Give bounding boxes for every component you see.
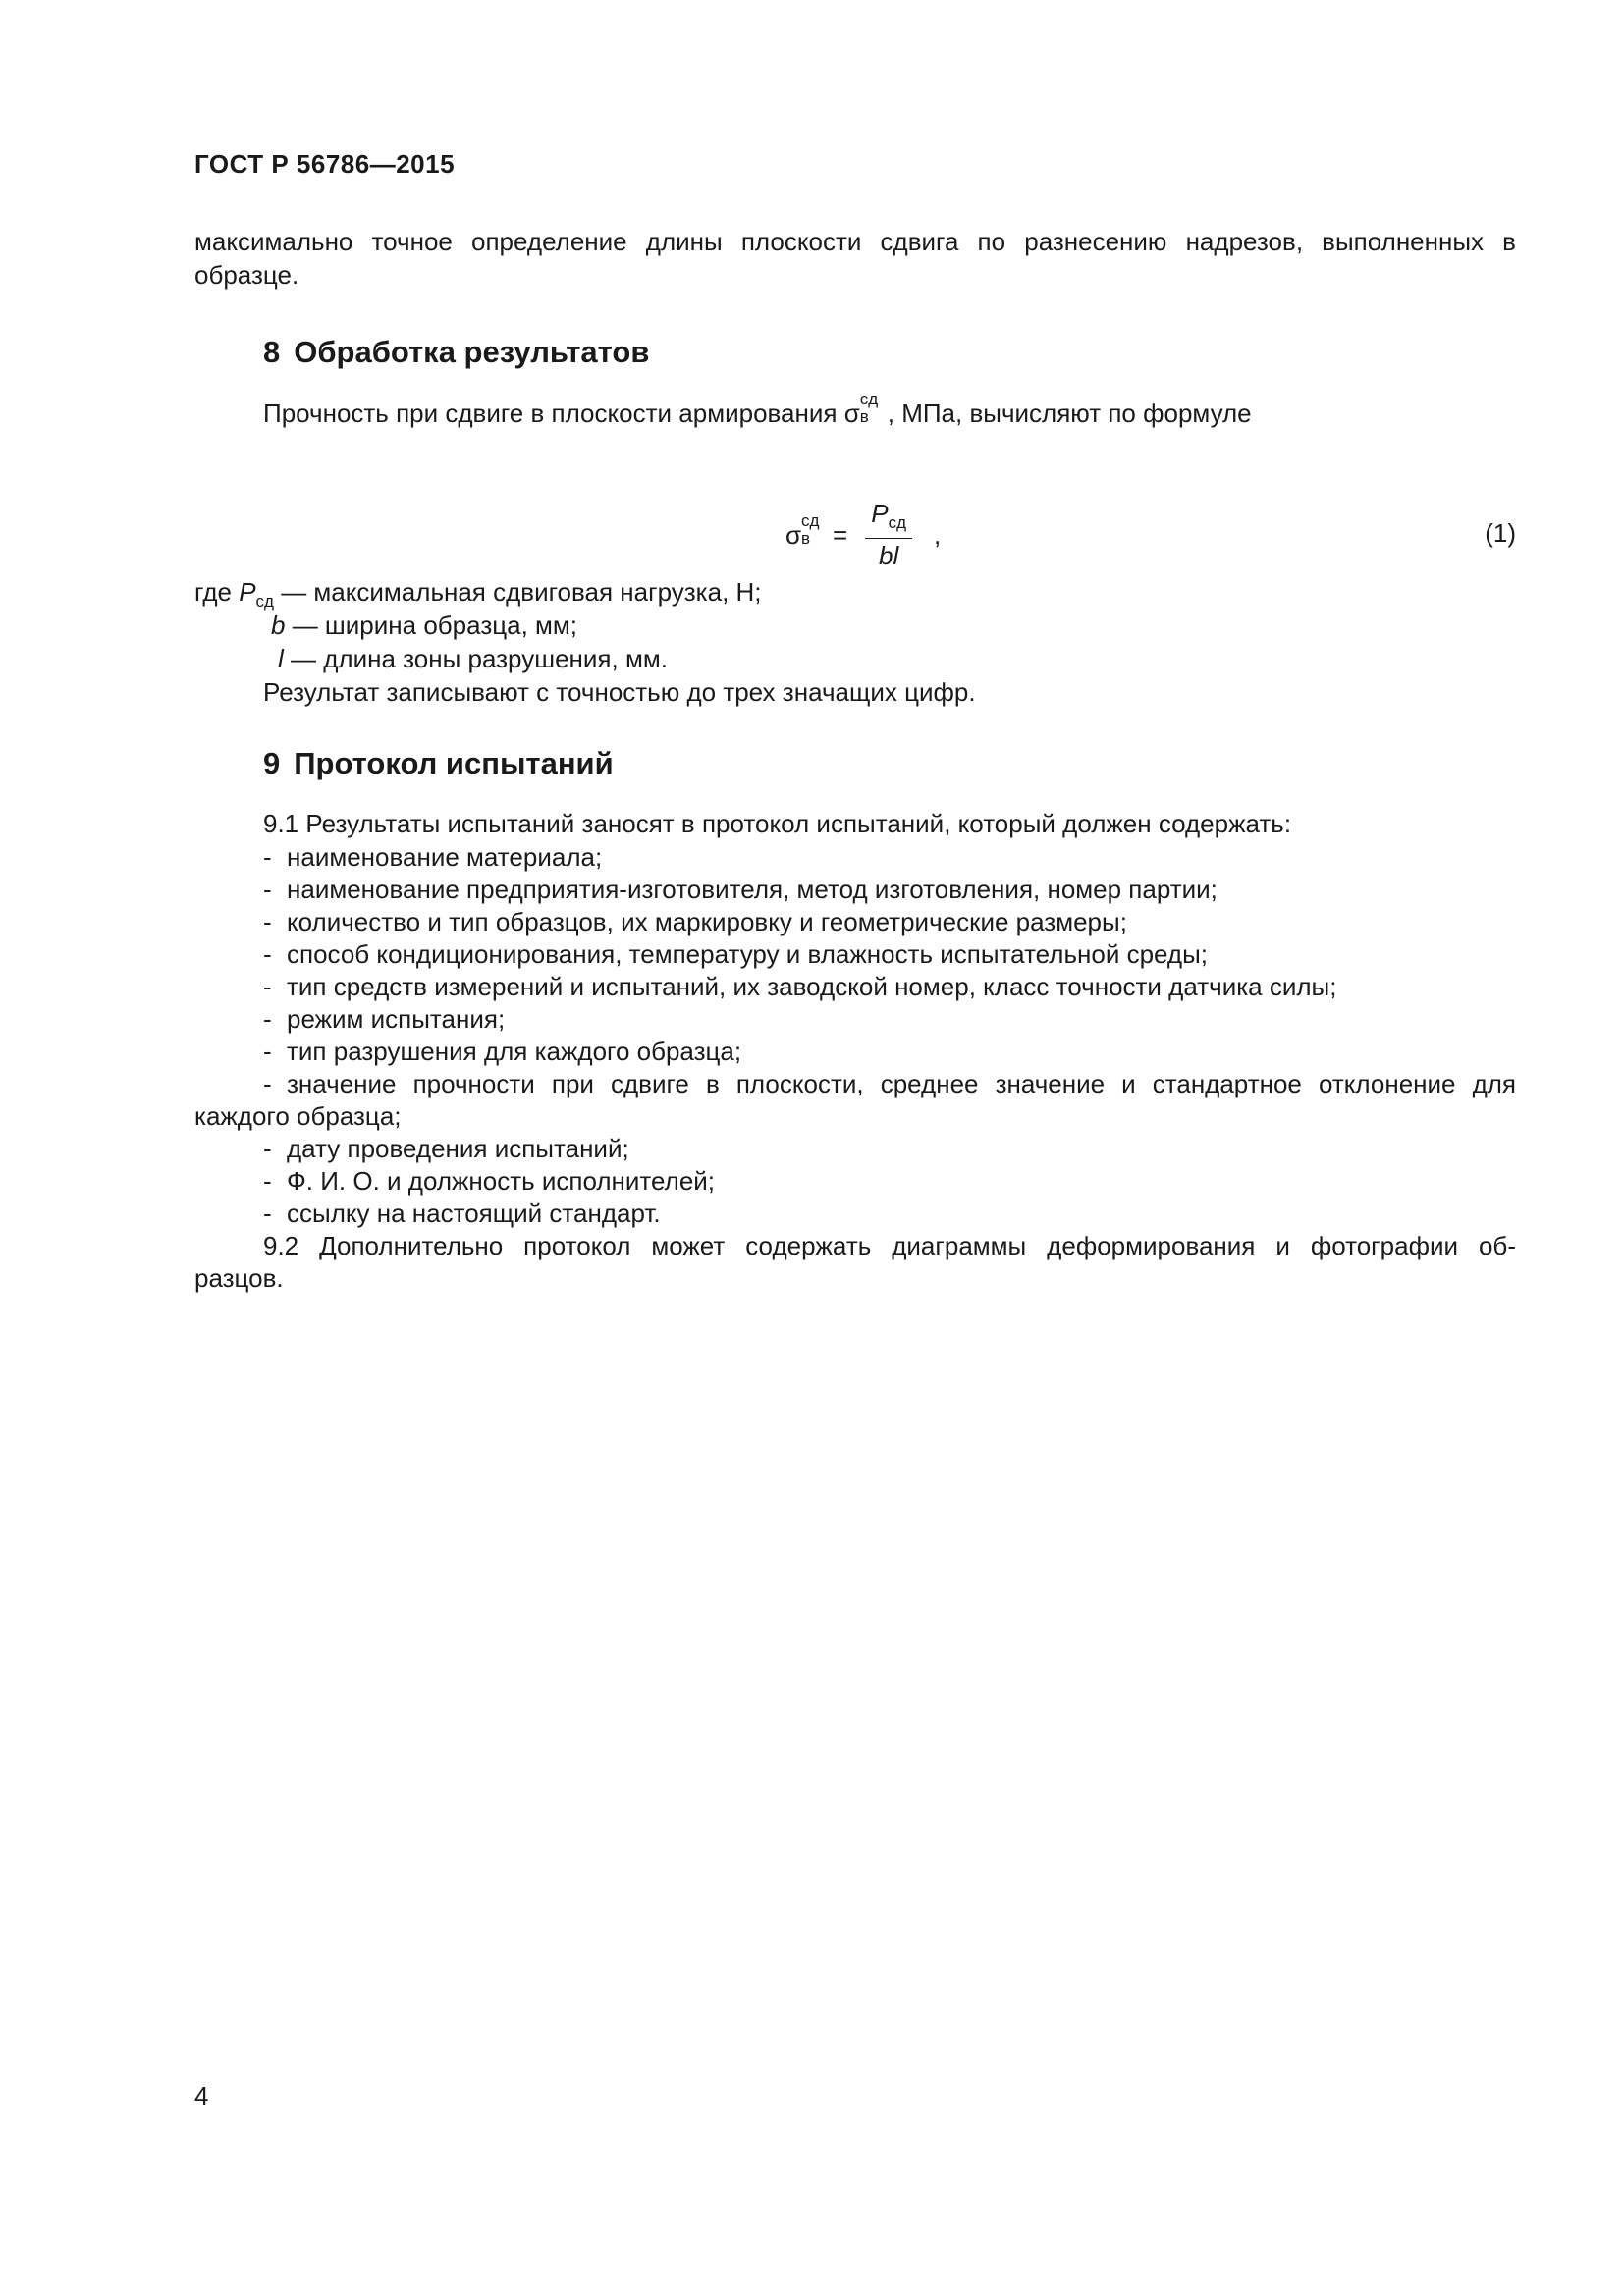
formula-lhs-symbol: σ: [785, 519, 802, 550]
list-item-text: наименование предприятия-изготовителя, метод изготовления, номер партии;: [287, 875, 1218, 904]
where-l-desc: — длина зоны разрушения, мм.: [291, 644, 668, 673]
paragraph-9-1: 9.1 Результаты испытаний заносят в протокол испытаний, который должен содержать:: [263, 809, 1292, 838]
lead-text-a: Прочность при сдвиге в плоскости армирования σ: [263, 399, 860, 428]
list-item: - Ф. И. О. и должность исполнителей;: [263, 1166, 716, 1196]
intro-line-1: максимально точное определение длины плоскости сдвига по разнесению надрезов, выполненных в: [194, 227, 1516, 256]
list-item-text: Ф. И. О. и должность исполнителей;: [287, 1166, 716, 1196]
formula-lhs-supsub: [801, 510, 829, 550]
list-item-text: количество и тип образцов, их маркировку и геометрические размеры;: [287, 907, 1127, 936]
section-8-heading: [263, 335, 649, 370]
formula-denominator: bl: [878, 541, 899, 570]
where-l-line: [278, 642, 668, 675]
result-note: Результат записывают с точностью до трех значащих цифр.: [263, 677, 976, 707]
paragraph-9-2-line-2: разцов.: [194, 1263, 284, 1293]
where-lead: где: [194, 577, 232, 607]
lead-text-b: , МПа, вычисляют по формуле: [887, 399, 1252, 428]
where-b-desc: — ширина образца, мм;: [292, 611, 578, 640]
formula-lhs-sub: в: [801, 528, 811, 548]
paragraph-9-2-line-1: 9.2 Дополнительно протокол может содержать диаграммы деформирования и фотографии об-: [263, 1231, 1516, 1260]
formula-numerator-main: P: [871, 499, 889, 528]
section-9-number: 9: [263, 746, 281, 780]
lead-sup: сд: [859, 390, 879, 408]
list-item-text: режим испытания;: [287, 1004, 506, 1034]
where-b-symbol: b: [271, 611, 286, 640]
list-item-text: ссылку на настоящий стандарт.: [287, 1199, 661, 1228]
formula-1: [785, 499, 941, 570]
list-item: - наименование предприятия-изготовителя, метод изготовления, номер партии;: [263, 875, 1218, 904]
lead-sub: в: [859, 407, 869, 426]
formula-equals: =: [833, 519, 848, 550]
list-item: - количество и тип образцов, их маркировку и геометрические размеры;: [263, 907, 1127, 936]
section-9-heading: [263, 746, 614, 781]
formula-fraction: [865, 499, 912, 570]
list-item-text: значение прочности при сдвиге в плоскости, среднее значение и стандартное отклонение для: [287, 1069, 1516, 1098]
list-item: - режим испытания;: [263, 1004, 506, 1034]
list-item: - дату проведения испытаний;: [263, 1134, 629, 1163]
section-9-title: Протокол испытаний: [294, 746, 614, 780]
section-8-lead: [263, 390, 1252, 430]
list-item-text: тип средств измерений и испытаний, их заводской номер, класс точности датчика силы;: [287, 972, 1337, 1001]
list-item: - тип средств измерений и испытаний, их заводской номер, класс точности датчика силы;: [263, 972, 1337, 1001]
where-p-desc: — максимальная сдвиговая нагрузка, Н;: [281, 577, 762, 607]
lead-supsub: [859, 390, 888, 428]
where-p-symbol: P: [239, 577, 256, 607]
list-item: - ссылку на настоящий стандарт.: [263, 1199, 661, 1228]
standard-code-header: ГОСТ Р 56786—2015: [194, 149, 456, 179]
section-8-title: Обработка результатов: [294, 335, 650, 369]
list-item: - способ кондиционирования, температуру и влажность испытательной среды;: [263, 939, 1208, 969]
intro-line-2: образце.: [194, 260, 299, 290]
formula-1-number: (1): [1485, 518, 1516, 548]
formula-numerator-sub: сд: [888, 513, 906, 532]
where-p-sub: сд: [255, 592, 274, 611]
list-item-text: наименование материала;: [287, 842, 603, 872]
where-b-line: [271, 609, 577, 642]
list-item-long-line-2: каждого образца;: [194, 1101, 402, 1131]
formula-lhs-sup: сд: [801, 510, 820, 530]
list-item-text: способ кондиционирования, температуру и влажность испытательной среды;: [287, 939, 1208, 969]
section-8-number: 8: [263, 335, 281, 369]
formula-trailing-comma: ,: [934, 519, 942, 550]
list-item: - наименование материала;: [263, 842, 603, 872]
list-item-long-line-1: - значение прочности при сдвиге в плоскости, среднее значение и стандартное отклонение для: [263, 1069, 1516, 1098]
list-item: - тип разрушения для каждого образца;: [263, 1037, 742, 1066]
list-item-text: дату проведения испытаний;: [287, 1134, 629, 1163]
formula-numerator: [865, 499, 912, 539]
list-item-text: тип разрушения для каждого образца;: [287, 1037, 742, 1066]
page-number: 4: [194, 2081, 209, 2110]
where-l-symbol: l: [278, 644, 284, 673]
